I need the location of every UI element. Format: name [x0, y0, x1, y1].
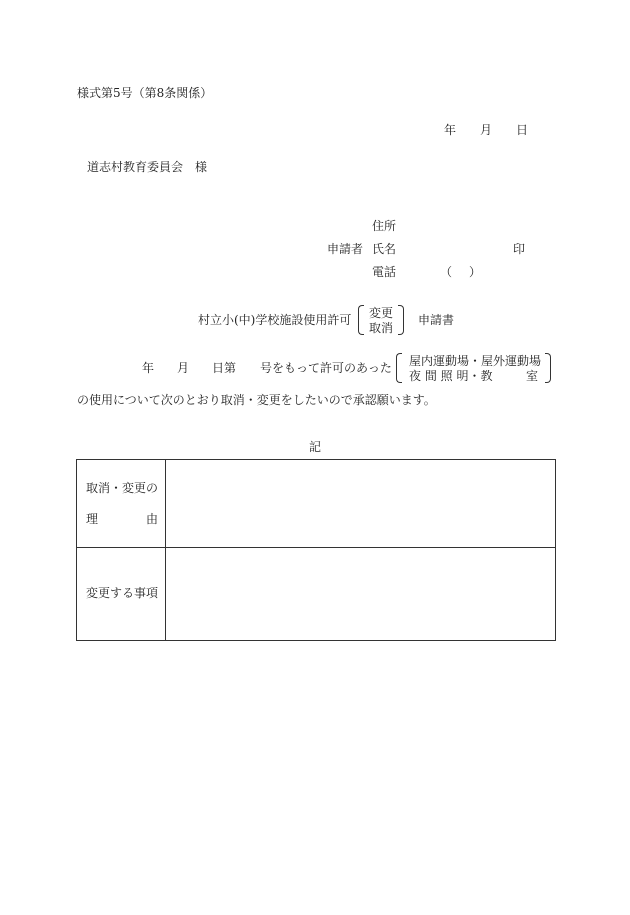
table-row-changes [77, 548, 556, 641]
body-year-label: 年 [142, 361, 155, 375]
facility-line-2a: 夜 間 照 明・教 [409, 369, 493, 383]
title-option-change: 変更 [369, 306, 394, 320]
date-day-label: 日 [516, 123, 529, 137]
reason-label-cell [77, 460, 166, 548]
facility-line-2b: 室 [526, 369, 539, 383]
phone-label: 電話 [372, 265, 397, 279]
changes-label: 変更する事項 [86, 586, 159, 600]
body-day-no-label: 日第 [212, 361, 237, 375]
title-option-cancel: 取消 [369, 321, 394, 335]
reason-label-char2: 由 [146, 512, 159, 526]
details-table [76, 459, 556, 641]
address-label: 住所 [372, 219, 397, 233]
body-continuation: の使用について次のとおり取消・変更をしたいので承認願います。 [77, 393, 436, 407]
right-brace [398, 305, 404, 335]
applicant-label: 申請者 [327, 242, 364, 256]
reason-label-line1: 取消・変更の [86, 481, 159, 495]
form-number: 様式第5号（第8条関係） [77, 86, 213, 100]
date-year-label: 年 [444, 123, 457, 137]
right-brace [545, 353, 551, 383]
seal-mark: 印 [513, 242, 526, 256]
permission-text: 号をもって許可のあった [260, 361, 392, 375]
left-brace [396, 353, 402, 383]
document-title-suffix: 申請書 [418, 313, 455, 327]
phone-paren-close: ） [469, 265, 482, 279]
addressee: 道志村教育委員会 様 [87, 160, 208, 174]
name-label: 氏名 [372, 242, 397, 256]
phone-paren-open: （ [440, 265, 453, 279]
record-heading: 記 [309, 440, 322, 454]
reason-label-char1: 理 [86, 512, 99, 526]
reason-input-cell[interactable] [166, 460, 556, 548]
date-month-label: 月 [480, 123, 493, 137]
changes-input-cell[interactable] [166, 548, 556, 641]
title-options-bracket [358, 305, 404, 335]
facility-line-1: 屋内運動場・屋外運動場 [409, 354, 542, 368]
body-month-label: 月 [177, 361, 190, 375]
document-title-prefix: 村立小(中)学校施設使用許可 [198, 313, 352, 327]
date-line [444, 123, 528, 137]
changes-label-cell [77, 548, 166, 641]
left-brace [358, 305, 364, 335]
facility-bracket [396, 353, 551, 383]
table-row-reason [77, 460, 556, 548]
